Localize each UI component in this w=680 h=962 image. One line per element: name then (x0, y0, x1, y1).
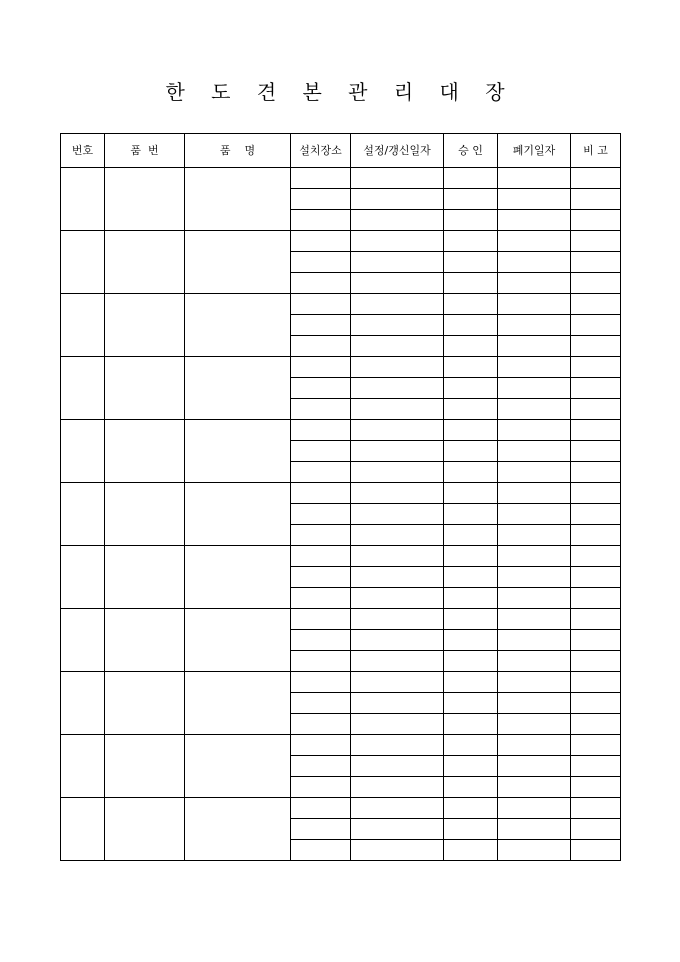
number-cell[interactable] (61, 546, 105, 609)
part-number-cell[interactable] (105, 672, 185, 735)
approval-cell[interactable] (444, 567, 498, 588)
table-row (61, 168, 621, 189)
approval-cell[interactable] (444, 609, 498, 630)
number-cell[interactable] (61, 357, 105, 420)
number-cell[interactable] (61, 798, 105, 861)
remarks-cell[interactable] (571, 777, 621, 798)
set-date-cell[interactable] (351, 168, 444, 189)
disposal-date-cell[interactable] (498, 294, 571, 315)
remarks-cell[interactable] (571, 798, 621, 819)
location-cell[interactable] (291, 168, 351, 189)
location-cell[interactable] (291, 756, 351, 777)
remarks-cell[interactable] (571, 630, 621, 651)
remarks-cell[interactable] (571, 420, 621, 441)
location-cell[interactable] (291, 189, 351, 210)
part-number-cell[interactable] (105, 357, 185, 420)
set-date-cell[interactable] (351, 546, 444, 567)
disposal-date-cell[interactable] (498, 210, 571, 231)
part-number-cell[interactable] (105, 483, 185, 546)
part-number-cell[interactable] (105, 735, 185, 798)
location-cell[interactable] (291, 693, 351, 714)
set-date-cell[interactable] (351, 420, 444, 441)
set-date-cell[interactable] (351, 714, 444, 735)
remarks-cell[interactable] (571, 651, 621, 672)
location-cell[interactable] (291, 630, 351, 651)
location-cell[interactable] (291, 714, 351, 735)
disposal-date-cell[interactable] (498, 714, 571, 735)
disposal-date-cell[interactable] (498, 798, 571, 819)
set-date-cell[interactable] (351, 315, 444, 336)
disposal-date-cell[interactable] (498, 651, 571, 672)
location-cell[interactable] (291, 525, 351, 546)
approval-cell[interactable] (444, 273, 498, 294)
number-cell[interactable] (61, 609, 105, 672)
remarks-cell[interactable] (571, 546, 621, 567)
table-row (61, 420, 621, 441)
set-date-cell[interactable] (351, 630, 444, 651)
header-set-date: 설정/갱신일자 (351, 134, 444, 168)
disposal-date-cell[interactable] (498, 567, 571, 588)
remarks-cell[interactable] (571, 735, 621, 756)
location-cell[interactable] (291, 651, 351, 672)
set-date-cell[interactable] (351, 231, 444, 252)
location-cell[interactable] (291, 210, 351, 231)
location-cell[interactable] (291, 294, 351, 315)
set-date-cell[interactable] (351, 588, 444, 609)
disposal-date-cell[interactable] (498, 273, 571, 294)
table-row (61, 735, 621, 756)
disposal-date-cell[interactable] (498, 399, 571, 420)
location-cell[interactable] (291, 735, 351, 756)
approval-cell[interactable] (444, 546, 498, 567)
location-cell[interactable] (291, 567, 351, 588)
approval-cell[interactable] (444, 525, 498, 546)
table-row (61, 798, 621, 819)
remarks-cell[interactable] (571, 357, 621, 378)
part-name-cell[interactable] (185, 483, 291, 546)
number-cell[interactable] (61, 672, 105, 735)
remarks-cell[interactable] (571, 231, 621, 252)
disposal-date-cell[interactable] (498, 336, 571, 357)
set-date-cell[interactable] (351, 756, 444, 777)
disposal-date-cell[interactable] (498, 504, 571, 525)
remarks-cell[interactable] (571, 462, 621, 483)
location-cell[interactable] (291, 546, 351, 567)
disposal-date-cell[interactable] (498, 840, 571, 861)
table-row (61, 357, 621, 378)
set-date-cell[interactable] (351, 210, 444, 231)
remarks-cell[interactable] (571, 693, 621, 714)
part-number-cell[interactable] (105, 420, 185, 483)
disposal-date-cell[interactable] (498, 420, 571, 441)
set-date-cell[interactable] (351, 252, 444, 273)
disposal-date-cell[interactable] (498, 525, 571, 546)
disposal-date-cell[interactable] (498, 189, 571, 210)
set-date-cell[interactable] (351, 735, 444, 756)
set-date-cell[interactable] (351, 693, 444, 714)
document-title: 한 도 견 본 관 리 대 장 (165, 80, 515, 104)
number-cell[interactable] (61, 168, 105, 231)
set-date-cell[interactable] (351, 273, 444, 294)
part-name-cell[interactable] (185, 672, 291, 735)
table-row (61, 672, 621, 693)
remarks-cell[interactable] (571, 588, 621, 609)
header-number: 번호 (61, 134, 105, 168)
approval-cell[interactable] (444, 252, 498, 273)
approval-cell[interactable] (444, 651, 498, 672)
number-cell[interactable] (61, 294, 105, 357)
approval-cell[interactable] (444, 840, 498, 861)
approval-cell[interactable] (444, 819, 498, 840)
disposal-date-cell[interactable] (498, 252, 571, 273)
set-date-cell[interactable] (351, 651, 444, 672)
remarks-cell[interactable] (571, 189, 621, 210)
location-cell[interactable] (291, 483, 351, 504)
location-cell[interactable] (291, 273, 351, 294)
location-cell[interactable] (291, 588, 351, 609)
approval-cell[interactable] (444, 231, 498, 252)
part-name-cell[interactable] (185, 546, 291, 609)
remarks-cell[interactable] (571, 315, 621, 336)
approval-cell[interactable] (444, 315, 498, 336)
location-cell[interactable] (291, 378, 351, 399)
part-name-cell[interactable] (185, 168, 291, 231)
part-name-cell[interactable] (185, 735, 291, 798)
set-date-cell[interactable] (351, 294, 444, 315)
remarks-cell[interactable] (571, 168, 621, 189)
number-cell[interactable] (61, 483, 105, 546)
disposal-date-cell[interactable] (498, 378, 571, 399)
set-date-cell[interactable] (351, 798, 444, 819)
approval-cell[interactable] (444, 777, 498, 798)
approval-cell[interactable] (444, 378, 498, 399)
set-date-cell[interactable] (351, 777, 444, 798)
location-cell[interactable] (291, 441, 351, 462)
remarks-cell[interactable] (571, 567, 621, 588)
number-cell[interactable] (61, 420, 105, 483)
approval-cell[interactable] (444, 336, 498, 357)
disposal-date-cell[interactable] (498, 588, 571, 609)
remarks-cell[interactable] (571, 294, 621, 315)
part-number-cell[interactable] (105, 546, 185, 609)
location-cell[interactable] (291, 315, 351, 336)
part-name-cell[interactable] (185, 357, 291, 420)
location-cell[interactable] (291, 504, 351, 525)
remarks-cell[interactable] (571, 840, 621, 861)
set-date-cell[interactable] (351, 441, 444, 462)
disposal-date-cell[interactable] (498, 693, 571, 714)
ledger-body (61, 168, 621, 861)
remarks-cell[interactable] (571, 378, 621, 399)
table-row (61, 231, 621, 252)
set-date-cell[interactable] (351, 609, 444, 630)
set-date-cell[interactable] (351, 672, 444, 693)
disposal-date-cell[interactable] (498, 735, 571, 756)
set-date-cell[interactable] (351, 462, 444, 483)
set-date-cell[interactable] (351, 357, 444, 378)
remarks-cell[interactable] (571, 714, 621, 735)
header-remarks: 비 고 (571, 134, 621, 168)
remarks-cell[interactable] (571, 210, 621, 231)
location-cell[interactable] (291, 840, 351, 861)
location-cell[interactable] (291, 462, 351, 483)
header-row (61, 134, 621, 168)
location-cell[interactable] (291, 819, 351, 840)
header-part-name: 품 명 (185, 134, 291, 168)
disposal-date-cell[interactable] (498, 672, 571, 693)
location-cell[interactable] (291, 777, 351, 798)
approval-cell[interactable] (444, 420, 498, 441)
set-date-cell[interactable] (351, 525, 444, 546)
header-location: 설치장소 (291, 134, 351, 168)
disposal-date-cell[interactable] (498, 231, 571, 252)
header-part-number: 품 번 (105, 134, 185, 168)
location-cell[interactable] (291, 231, 351, 252)
remarks-cell[interactable] (571, 609, 621, 630)
location-cell[interactable] (291, 336, 351, 357)
location-cell[interactable] (291, 252, 351, 273)
remarks-cell[interactable] (571, 399, 621, 420)
number-cell[interactable] (61, 231, 105, 294)
disposal-date-cell[interactable] (498, 777, 571, 798)
part-number-cell[interactable] (105, 294, 185, 357)
disposal-date-cell[interactable] (498, 462, 571, 483)
disposal-date-cell[interactable] (498, 168, 571, 189)
disposal-date-cell[interactable] (498, 315, 571, 336)
location-cell[interactable] (291, 399, 351, 420)
approval-cell[interactable] (444, 672, 498, 693)
part-number-cell[interactable] (105, 609, 185, 672)
approval-cell[interactable] (444, 630, 498, 651)
set-date-cell[interactable] (351, 840, 444, 861)
remarks-cell[interactable] (571, 504, 621, 525)
remarks-cell[interactable] (571, 336, 621, 357)
approval-cell[interactable] (444, 357, 498, 378)
approval-cell[interactable] (444, 798, 498, 819)
disposal-date-cell[interactable] (498, 357, 571, 378)
location-cell[interactable] (291, 357, 351, 378)
part-name-cell[interactable] (185, 420, 291, 483)
remarks-cell[interactable] (571, 672, 621, 693)
set-date-cell[interactable] (351, 399, 444, 420)
remarks-cell[interactable] (571, 441, 621, 462)
approval-cell[interactable] (444, 483, 498, 504)
remarks-cell[interactable] (571, 819, 621, 840)
set-date-cell[interactable] (351, 378, 444, 399)
approval-cell[interactable] (444, 693, 498, 714)
table-row (61, 483, 621, 504)
set-date-cell[interactable] (351, 483, 444, 504)
set-date-cell[interactable] (351, 189, 444, 210)
approval-cell[interactable] (444, 441, 498, 462)
disposal-date-cell[interactable] (498, 756, 571, 777)
header-disposal-date: 폐기일자 (498, 134, 571, 168)
remarks-cell[interactable] (571, 756, 621, 777)
remarks-cell[interactable] (571, 525, 621, 546)
set-date-cell[interactable] (351, 504, 444, 525)
approval-cell[interactable] (444, 210, 498, 231)
disposal-date-cell[interactable] (498, 546, 571, 567)
approval-cell[interactable] (444, 189, 498, 210)
table-row (61, 294, 621, 315)
disposal-date-cell[interactable] (498, 483, 571, 504)
set-date-cell[interactable] (351, 336, 444, 357)
part-name-cell[interactable] (185, 609, 291, 672)
disposal-date-cell[interactable] (498, 441, 571, 462)
table-row (61, 609, 621, 630)
disposal-date-cell[interactable] (498, 609, 571, 630)
part-name-cell[interactable] (185, 798, 291, 861)
approval-cell[interactable] (444, 735, 498, 756)
approval-cell[interactable] (444, 714, 498, 735)
remarks-cell[interactable] (571, 273, 621, 294)
part-number-cell[interactable] (105, 231, 185, 294)
location-cell[interactable] (291, 672, 351, 693)
part-name-cell[interactable] (185, 294, 291, 357)
table-row (61, 546, 621, 567)
set-date-cell[interactable] (351, 819, 444, 840)
number-cell[interactable] (61, 735, 105, 798)
set-date-cell[interactable] (351, 567, 444, 588)
part-number-cell[interactable] (105, 168, 185, 231)
disposal-date-cell[interactable] (498, 819, 571, 840)
approval-cell[interactable] (444, 399, 498, 420)
remarks-cell[interactable] (571, 252, 621, 273)
disposal-date-cell[interactable] (498, 630, 571, 651)
approval-cell[interactable] (444, 504, 498, 525)
approval-cell[interactable] (444, 462, 498, 483)
approval-cell[interactable] (444, 756, 498, 777)
ledger-table (60, 133, 621, 861)
part-number-cell[interactable] (105, 798, 185, 861)
approval-cell[interactable] (444, 294, 498, 315)
location-cell[interactable] (291, 798, 351, 819)
header-approval: 승 인 (444, 134, 498, 168)
part-name-cell[interactable] (185, 231, 291, 294)
approval-cell[interactable] (444, 588, 498, 609)
approval-cell[interactable] (444, 168, 498, 189)
location-cell[interactable] (291, 609, 351, 630)
remarks-cell[interactable] (571, 483, 621, 504)
location-cell[interactable] (291, 420, 351, 441)
